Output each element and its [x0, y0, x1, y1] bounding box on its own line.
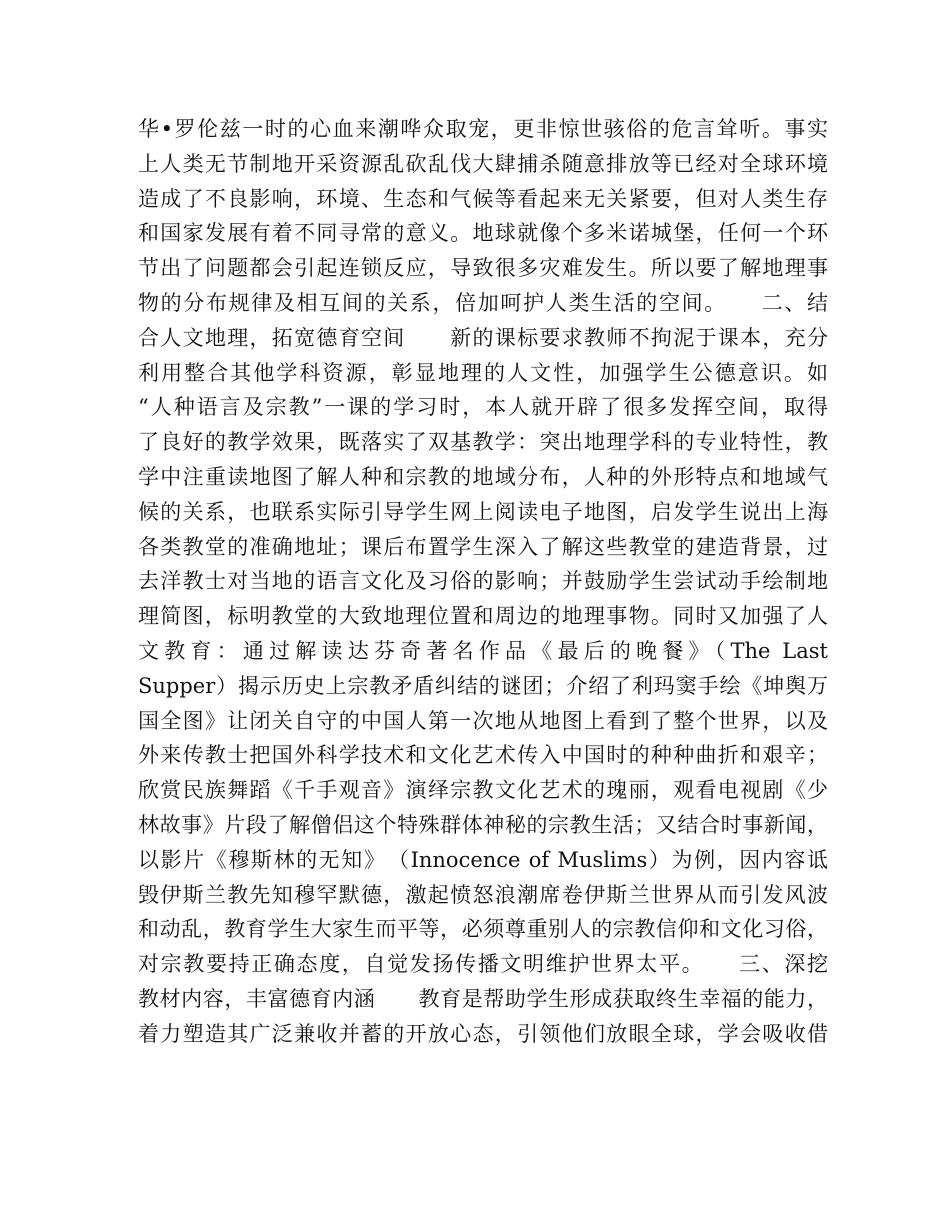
text-line: 欣赏民族舞蹈《千手观音》演绎宗教文化艺术的瑰丽，观看电视剧《少	[138, 778, 828, 803]
text-line: 以影片《穆斯林的无知》 （Innocence of Muslims）为例，因内容诋	[138, 847, 828, 872]
text-line: 着力塑造其广泛兼收并蓄的开放心态，引领他们放眼全球，学会吸收借	[138, 1021, 828, 1046]
text-line: 文教育：通过解读达芬奇著名作品《最后的晚餐》（The Last	[138, 638, 828, 663]
text-line: 学中注重读地图了解人种和宗教的地域分布，人种的外形特点和地域气	[138, 464, 828, 489]
text-line: 了良好的教学效果，既落实了双基教学：突出地理学科的专业特性，教	[138, 430, 828, 455]
text-line: 毁伊斯兰教先知穆罕默德，激起愤怒浪潮席卷伊斯兰世界从而引发风波	[138, 882, 828, 907]
text-line: 林故事》片段了解僧侣这个特殊群体神秘的宗教生活；又结合时事新闻，	[138, 812, 828, 837]
text-line: 理简图，标明教堂的大致地理位置和周边的地理事物。同时又加强了人	[138, 604, 828, 629]
text-line: 利用整合其他学科资源，彰显地理的人文性，加强学生公德意识。如	[138, 360, 828, 385]
text-line: 节出了问题都会引起连锁反应，导致很多灾难发生。所以要了解地理事	[138, 256, 828, 281]
text-line: “人种语言及宗教”一课的学习时，本人就开辟了很多发挥空间，取得	[138, 395, 828, 420]
text-line: 国全图》让闭关自守的中国人第一次地从地图上看到了整个世界，以及	[138, 708, 828, 733]
text-line: 和动乱，教育学生大家生而平等，必须尊重别人的宗教信仰和文化习俗，	[138, 917, 828, 942]
text-line: 合人文地理，拓宽德育空间 新的课标要求教师不拘泥于课本，充分	[138, 325, 828, 350]
text-line: 各类教堂的准确地址；课后布置学生深入了解这些教堂的建造背景，过	[138, 534, 828, 559]
text-line: 对宗教要持正确态度，自觉发扬传播文明维护世界太平。 三、深挖	[138, 952, 828, 977]
text-line: 上人类无节制地开采资源乱砍乱伐大肆捕杀随意排放等已经对全球环境	[138, 151, 828, 176]
text-line: 和国家发展有着不同寻常的意义。地球就像个多米诺城堡，任何一个环	[138, 221, 828, 246]
text-line: 候的关系，也联系实际引导学生网上阅读电子地图，启发学生说出上海	[138, 499, 828, 524]
text-line: 华•罗伦兹一时的心血来潮哗众取宠，更非惊世骇俗的危言耸听。事实	[138, 117, 828, 141]
text-line: 教材内容，丰富德育内涵 教育是帮助学生形成获取终生幸福的能力，	[138, 986, 828, 1011]
text-line: 外来传教士把国外科学技术和文化艺术传入中国时的种种曲折和艰辛；	[138, 743, 828, 768]
text-line: Supper）揭示历史上宗教矛盾纠结的谜团；介绍了利玛窦手绘《坤舆万	[138, 673, 828, 698]
text-line: 物的分布规律及相互间的关系，倍加呵护人类生活的空间。 二、结	[138, 290, 828, 315]
text-line: 造成了不良影响，环境、生态和气候等看起来无关紧要，但对人类生存	[138, 186, 828, 211]
body-text	[138, 112, 828, 1052]
text-line: 去洋教士对当地的语言文化及习俗的影响；并鼓励学生尝试动手绘制地	[138, 569, 828, 594]
